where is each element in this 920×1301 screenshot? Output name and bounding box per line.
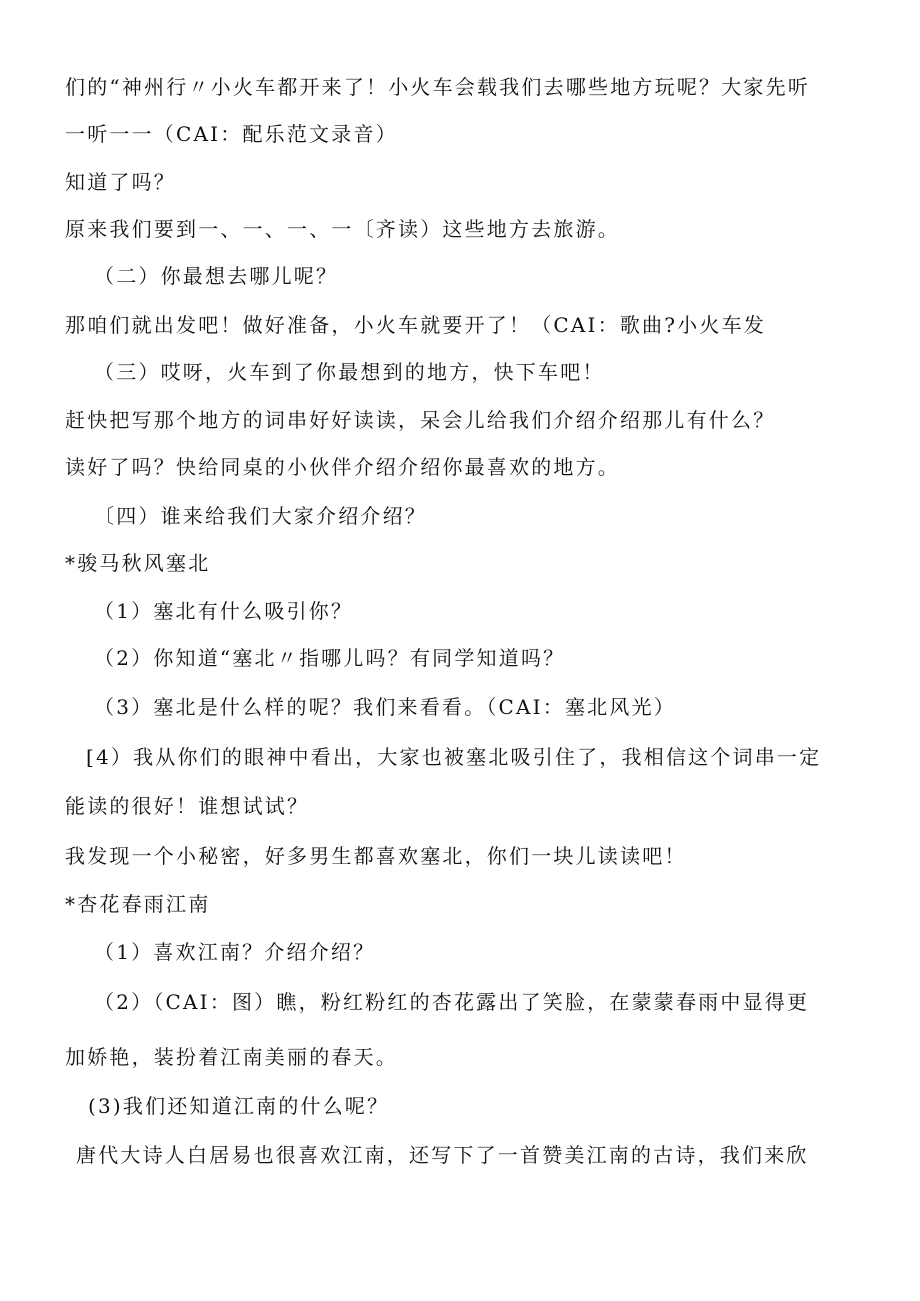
list-item: [4）我从你们的眼神中看出，大家也被塞北吸引住了，我相信这个词串一定 — [86, 745, 822, 769]
list-item: （2）你知道“塞北〃指哪儿吗？有同学知道吗？ — [94, 646, 566, 670]
section-heading: （三）哎呀，火车到了你最想到的地方，快下车吧！ — [94, 360, 605, 384]
text-line: 加娇艳，装扮着江南美丽的春天。 — [65, 1045, 398, 1069]
section-heading: 〔四）谁来给我们大家介绍介绍？ — [94, 504, 427, 528]
list-item: （2）（CAI：图）瞧，粉红粉红的杏花露出了笑脸，在蒙蒙春雨中显得更 — [94, 990, 810, 1014]
text-line: 我发现一个小秘密，好多男生都喜欢塞北，你们一块儿读读吧！ — [65, 844, 687, 868]
text-line: 那咱们就出发吧！做好准备，小火车就要开了！（CAI：歌曲?小火车发 — [65, 313, 766, 337]
list-item: (3)我们还知道江南的什么呢？ — [88, 1094, 390, 1118]
list-item: （3）塞北是什么样的呢？我们来看看。（CAI：塞北风光） — [94, 695, 676, 719]
text-line: 一听一一（CAI：配乐范文录音） — [65, 122, 398, 146]
list-item: （1）塞北有什么吸引你？ — [94, 599, 354, 623]
text-line: 唐代大诗人白居易也很喜欢江南，还写下了一首赞美江南的古诗，我们来欣 — [76, 1143, 809, 1167]
text-line: 能读的很好！谁想试试？ — [65, 794, 310, 818]
list-item: （1）喜欢江南？介绍介绍？ — [94, 940, 376, 964]
text-line: 读好了吗？快给同桌的小伙伴介绍介绍你最喜欢的地方。 — [65, 455, 620, 479]
text-line: 赶快把写那个地方的词串好好读读，呆会儿给我们介绍介绍那儿有什么？ — [65, 408, 776, 432]
topic-heading: *杏花春雨江南 — [65, 892, 211, 916]
topic-heading: *骏马秋风塞北 — [65, 551, 211, 575]
section-heading: （二）你最想去哪儿呢？ — [94, 264, 339, 288]
text-line: 原来我们要到一、一、一、一〔齐读）这些地方去旅游。 — [65, 217, 620, 241]
text-line: 们的“神州行〃小火车都开来了！小火车会载我们去哪些地方玩呢？大家先听 — [65, 75, 811, 99]
text-line: 知道了吗？ — [65, 170, 176, 194]
